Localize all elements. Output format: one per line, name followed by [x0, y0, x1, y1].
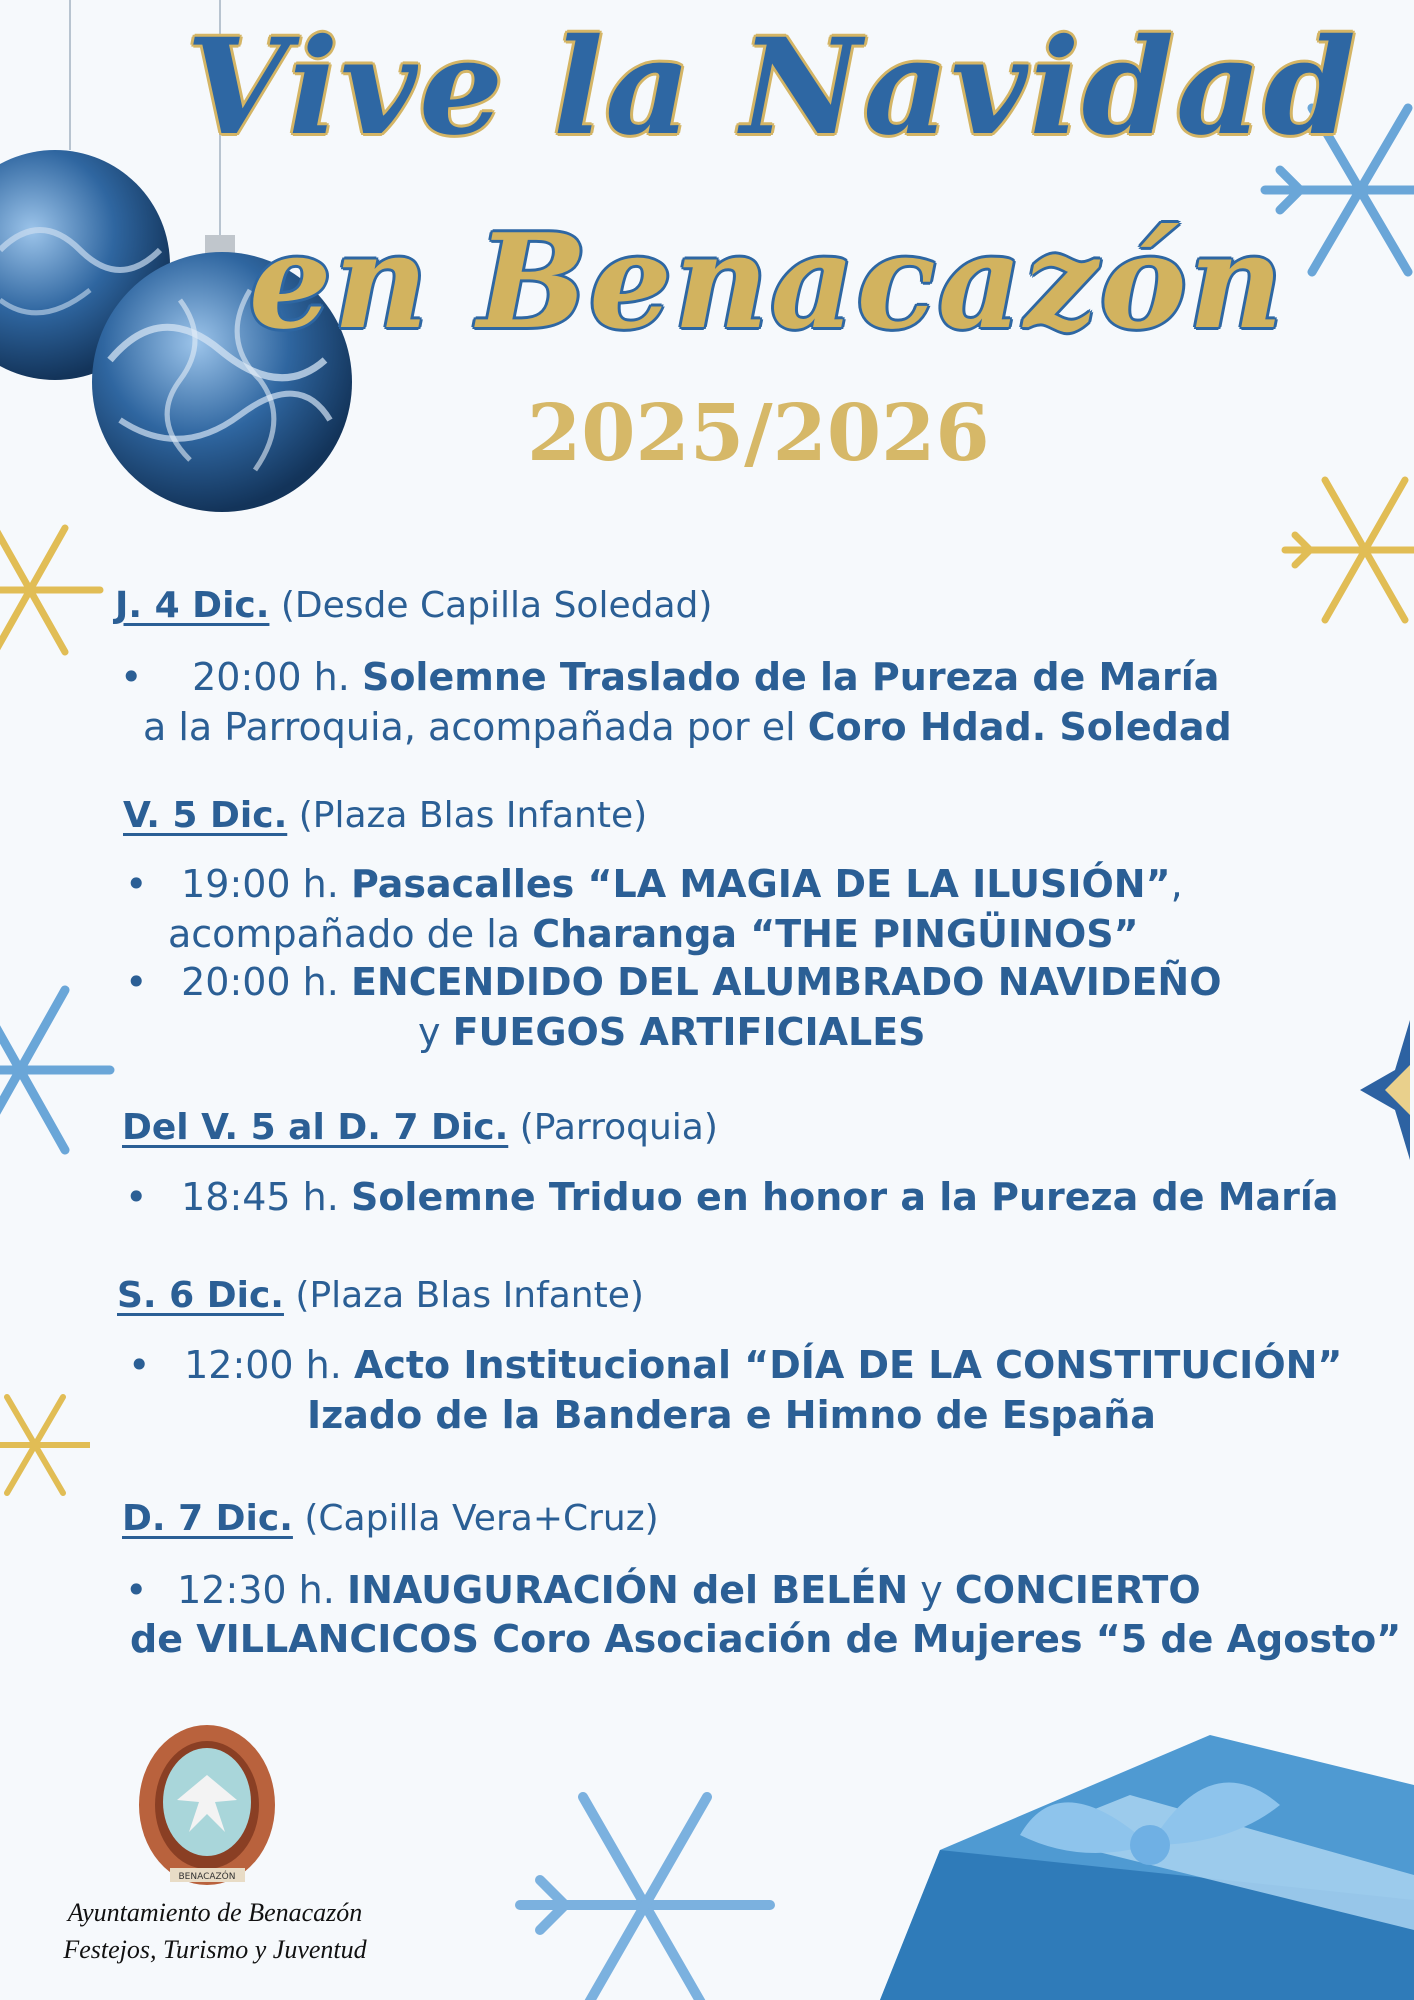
event-day-header — [115, 585, 712, 626]
event-line — [125, 1175, 1339, 1219]
event-line — [125, 960, 1222, 1004]
event-text: , — [1170, 862, 1183, 906]
event-place: (Plaza Blas Infante) — [298, 795, 648, 836]
event-text: y — [920, 1568, 943, 1612]
event-place: (Capilla Vera+Cruz) — [304, 1498, 659, 1539]
event-line — [128, 1343, 1342, 1387]
event-time: 18:45 h. — [181, 1175, 339, 1219]
event-time: 12:30 h. — [177, 1568, 335, 1612]
bullet-icon: • — [120, 655, 143, 699]
footer-organization: Ayuntamiento de Benacazón — [67, 1898, 363, 1927]
event-title: Pasacalles “LA MAGIA DE LA ILUSIÓN” — [350, 862, 1171, 906]
event-place: (Parroquia) — [519, 1107, 718, 1148]
seal-icon — [135, 1720, 280, 1890]
event-day-header — [122, 1498, 659, 1539]
bullet-icon: • — [125, 1568, 148, 1612]
bullet-icon: • — [125, 862, 148, 906]
event-time: 19:00 h. — [181, 862, 339, 906]
bullet-icon: • — [125, 960, 148, 1004]
event-title: Izado de la Bandera e Himno de España — [307, 1393, 1156, 1437]
snowflake-icon — [0, 920, 120, 1220]
event-time: 12:00 h. — [184, 1343, 342, 1387]
event-day: V. 5 Dic. — [123, 795, 288, 836]
event-line — [143, 705, 1232, 749]
bullet-icon: • — [128, 1343, 151, 1387]
event-title: Solemne Traslado de la Pureza de María — [361, 655, 1220, 699]
event-day-header — [117, 1275, 644, 1316]
year-label: 2025/2026 — [527, 388, 990, 479]
event-day: S. 6 Dic. — [117, 1275, 284, 1316]
footer-department: Festejos, Turismo y Juventud — [63, 1935, 367, 1964]
event-line — [168, 912, 1139, 956]
event-title: CONCIERTO — [954, 1568, 1201, 1612]
event-line — [120, 655, 1219, 699]
event-day: D. 7 Dic. — [122, 1498, 293, 1539]
event-day: Del V. 5 al D. 7 Dic. — [122, 1107, 509, 1148]
page-title: Vive la Navidad — [186, 10, 1358, 165]
star-icon — [1315, 1015, 1414, 1165]
snowflake-icon — [1265, 450, 1414, 650]
event-day-header — [122, 1107, 718, 1148]
event-line — [418, 1010, 926, 1054]
snowflake-icon — [0, 505, 110, 675]
event-line — [125, 1568, 1201, 1612]
gift-box-icon — [880, 1725, 1414, 2000]
event-title: de VILLANCICOS Coro Asociación de Mujeres “5 de Agosto” — [130, 1617, 1402, 1661]
event-line — [125, 862, 1183, 906]
event-day-header — [123, 795, 647, 836]
event-title: Charanga “THE PINGÜINOS” — [532, 912, 1139, 956]
event-time: 20:00 h. — [181, 960, 339, 1004]
event-time: 20:00 h. — [192, 655, 350, 699]
event-line — [307, 1393, 1156, 1437]
snowflake-icon — [510, 1770, 780, 2000]
event-title: Coro Hdad. Soledad — [807, 705, 1232, 749]
page-subtitle: en Benacazón — [248, 205, 1286, 358]
event-text: acompañado de la — [168, 912, 521, 956]
event-text: y — [418, 1010, 441, 1054]
event-text: a la Parroquia, acompañada por el — [143, 705, 796, 749]
svg-text:BENACAZÓN: BENACAZÓN — [178, 1872, 236, 1882]
event-title: FUEGOS ARTIFICIALES — [452, 1010, 926, 1054]
event-title: INAUGURACIÓN del BELÉN — [346, 1568, 909, 1612]
event-place: (Plaza Blas Infante) — [295, 1275, 644, 1316]
event-place: (Desde Capilla Soledad) — [280, 585, 713, 626]
event-line — [130, 1617, 1401, 1661]
event-title: ENCENDIDO DEL ALUMBRADO NAVIDEÑO — [350, 960, 1222, 1004]
bullet-icon: • — [125, 1175, 148, 1219]
snowflake-icon — [0, 1375, 90, 1515]
event-title: Solemne Triduo en honor a la Pureza de María — [350, 1175, 1339, 1219]
event-day: J. 4 Dic. — [115, 585, 270, 626]
event-title: Acto Institucional “DÍA DE LA CONSTITUCIÓN” — [353, 1343, 1343, 1387]
